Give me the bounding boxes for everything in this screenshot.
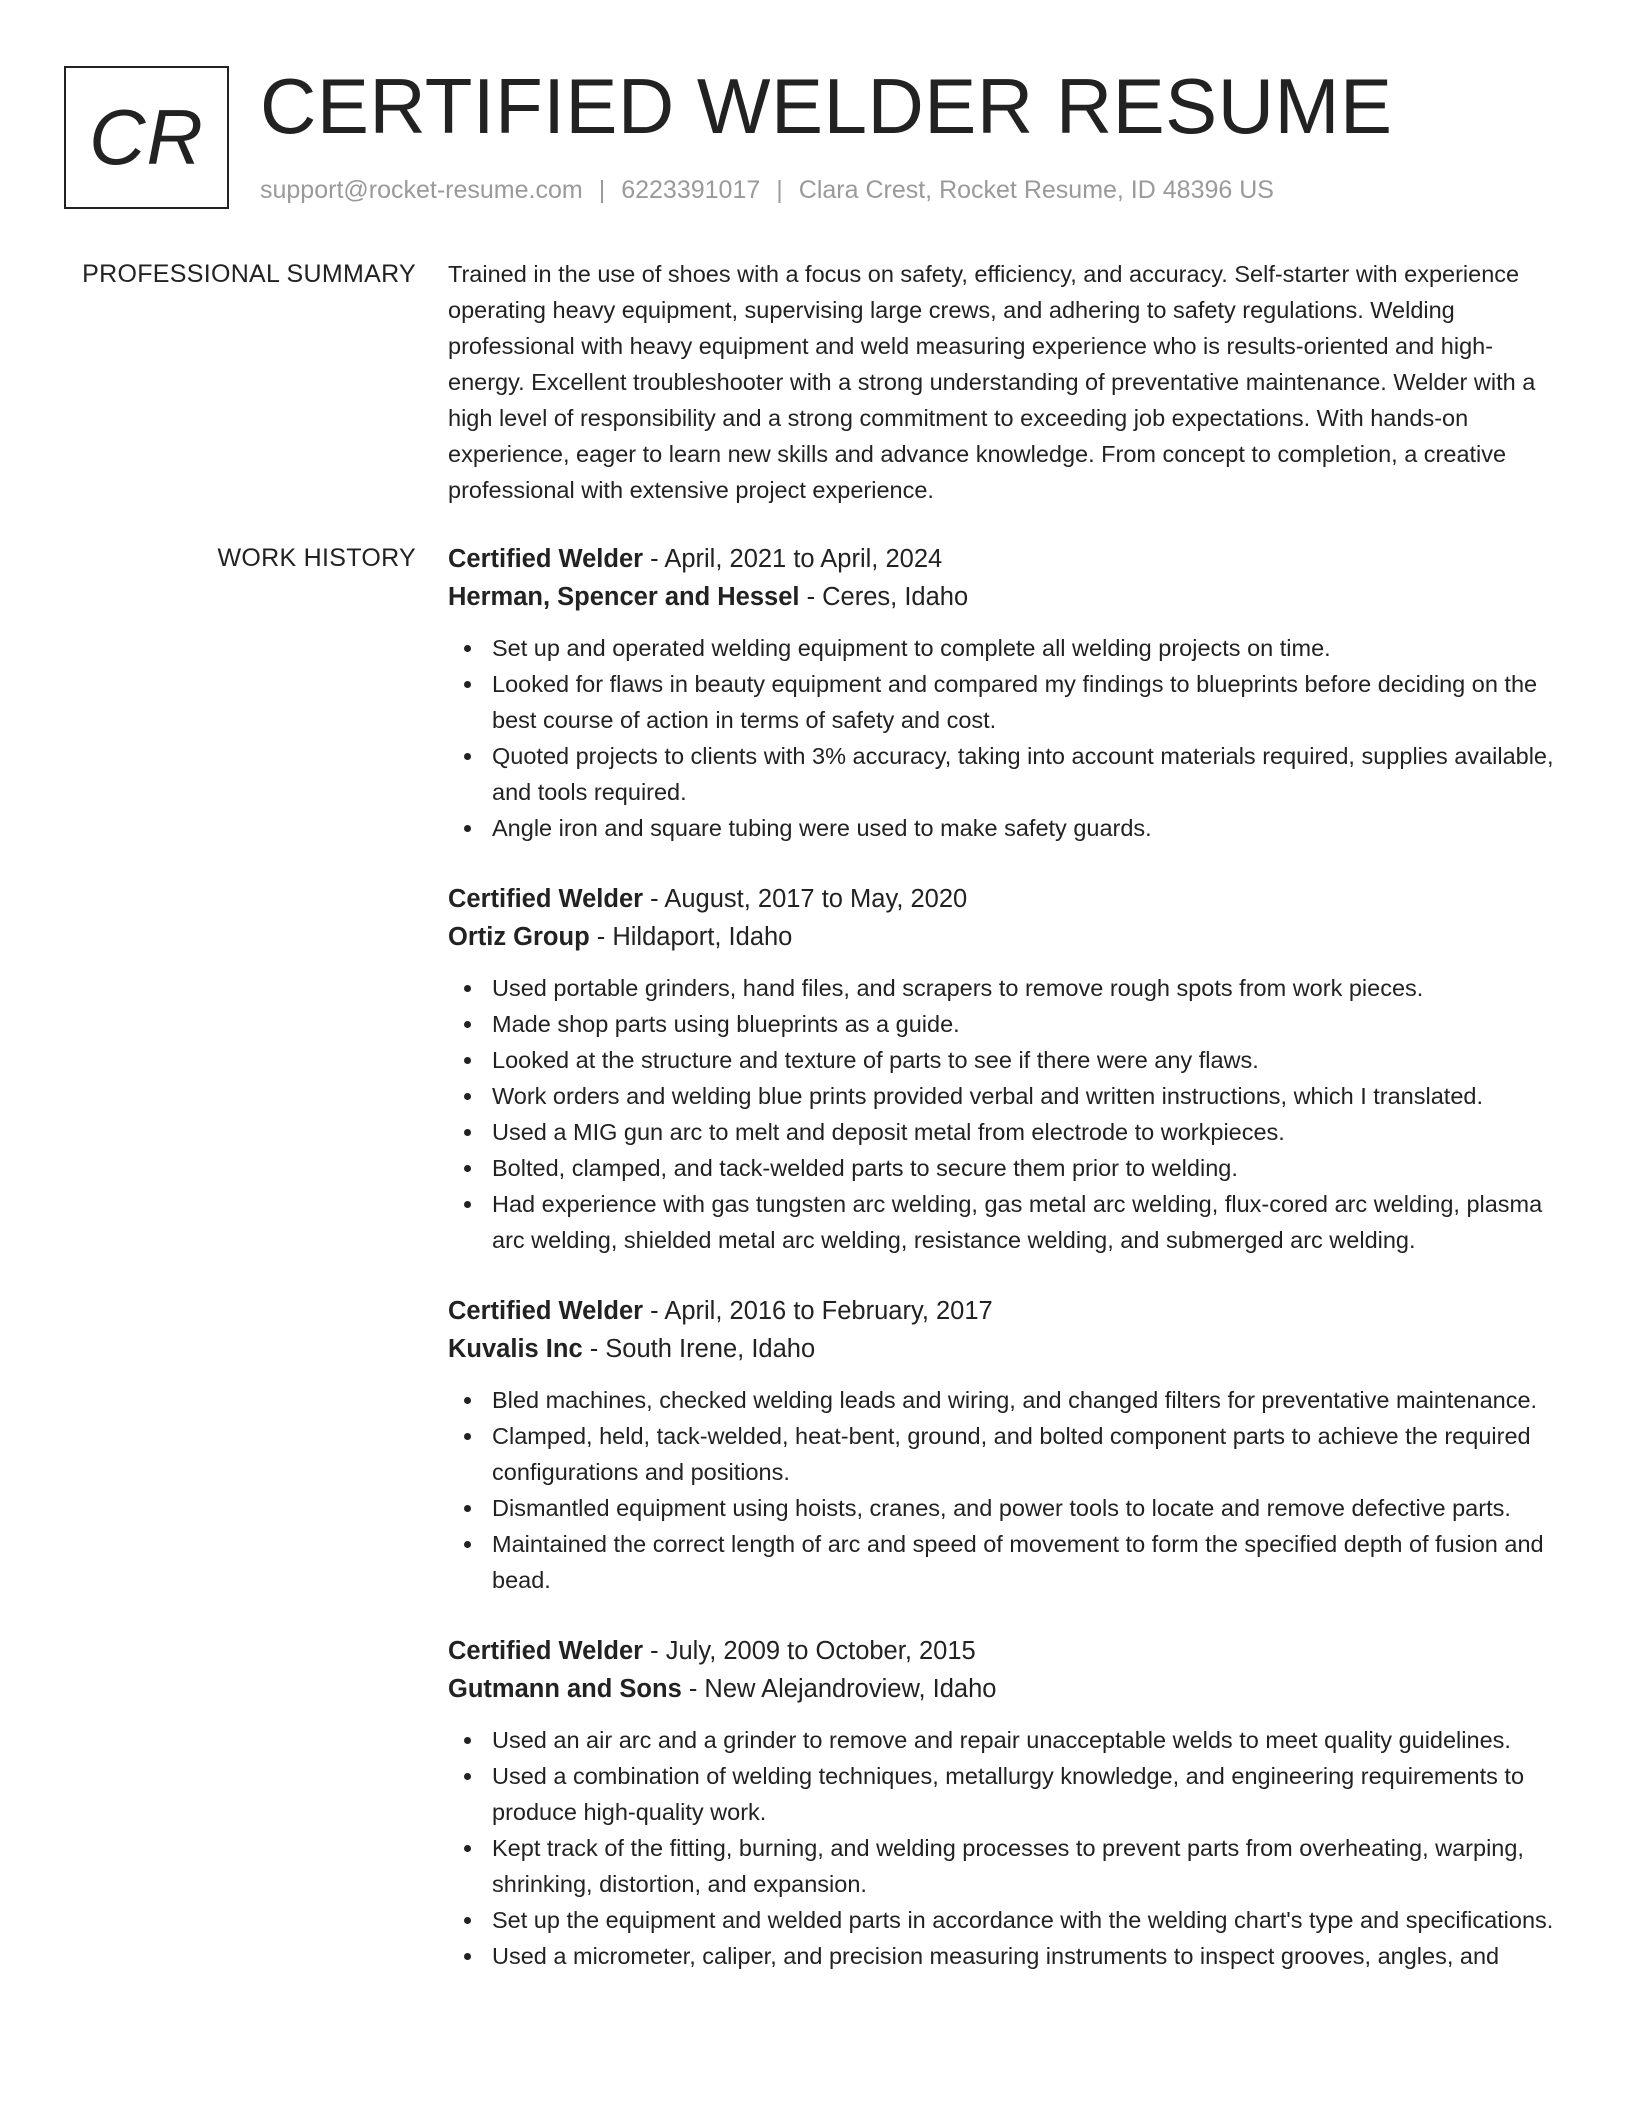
resume-header [64,62,1564,211]
job-location: - Hildaport, Idaho [589,923,793,951]
job-location: - Ceres, Idaho [799,583,969,611]
resume-title: CERTIFIED WELDER RESUME [260,62,1393,150]
job-dates: - April, 2016 to February, 2017 [643,1297,993,1325]
job-list [448,540,1568,2008]
job-bullet: Bled machines, checked welding leads and wiring, and changed filters for preventative maintenance. [448,1382,1568,1418]
job-company: Gutmann and Sons [448,1675,682,1703]
job-company-line [448,918,1568,956]
job-dates: - July, 2009 to October, 2015 [643,1637,976,1665]
job-bullet: Kept track of the fitting, burning, and welding processes to prevent parts from overheating, warping, shrinking, distortion, and expansion. [448,1830,1568,1902]
job-title-line [448,1292,1568,1330]
job-company: Kuvalis Inc [448,1335,583,1363]
job-entry [448,1292,1568,1598]
job-bullet: Work orders and welding blue prints provided verbal and written instructions, which I translated. [448,1078,1568,1114]
job-company: Herman, Spencer and Hessel [448,583,800,611]
monogram-badge: CR [64,66,229,209]
job-bullet: Set up and operated welding equipment to complete all welding projects on time. [448,630,1568,666]
job-bullet: Dismantled equipment using hoists, cranes, and power tools to locate and remove defective parts. [448,1490,1568,1526]
job-title-line [448,1632,1568,1670]
job-bullet: Used an air arc and a grinder to remove and repair unacceptable welds to meet quality guidelines. [448,1722,1568,1758]
job-bullet: Clamped, held, tack-welded, heat-bent, ground, and bolted component parts to achieve the required configurations and positions. [448,1418,1568,1490]
job-bullet: Had experience with gas tungsten arc welding, gas metal arc welding, flux-cored arc welding, plasma arc welding, shielded metal arc welding, resistance welding, and submerged arc welding. [448,1186,1568,1258]
summary-label: PROFESSIONAL SUMMARY [82,260,416,288]
job-company-line [448,578,1568,616]
contact-line [260,176,1274,205]
contact-address: Clara Crest, Rocket Resume, ID 48396 US [798,176,1274,204]
job-title: Certified Welder [448,1297,644,1325]
job-company: Ortiz Group [448,923,590,951]
contact-phone[interactable]: 6223391017 [621,176,761,204]
job-title-line [448,880,1568,918]
job-bullet: Used portable grinders, hand files, and scrapers to remove rough spots from work pieces. [448,970,1568,1006]
job-title-line [448,540,1568,578]
work-history-label: WORK HISTORY [217,544,416,572]
job-title: Certified Welder [448,545,644,573]
job-bullet: Maintained the correct length of arc and speed of movement to form the specified depth of fusion and bead. [448,1526,1568,1598]
job-bullet: Set up the equipment and welded parts in accordance with the welding chart's type and specifications. [448,1902,1568,1938]
contact-email[interactable]: support@rocket-resume.com [260,176,583,204]
job-dates: - August, 2017 to May, 2020 [643,885,968,913]
job-bullets [448,970,1568,1258]
job-bullets [448,1382,1568,1598]
job-bullet: Quoted projects to clients with 3% accuracy, taking into account materials required, supplies available, and tools required. [448,738,1568,810]
job-bullet: Angle iron and square tubing were used to make safety guards. [448,810,1568,846]
job-location: - New Alejandroview, Idaho [681,1675,997,1703]
job-bullets [448,1722,1568,1974]
job-company-line [448,1330,1568,1368]
job-bullet: Bolted, clamped, and tack-welded parts to secure them prior to welding. [448,1150,1568,1186]
job-location: - South Irene, Idaho [582,1335,816,1363]
job-bullet: Made shop parts using blueprints as a guide. [448,1006,1568,1042]
job-bullets [448,630,1568,846]
job-bullet: Looked at the structure and texture of parts to see if there were any flaws. [448,1042,1568,1078]
job-bullet: Looked for flaws in beauty equipment and compared my findings to blueprints before deciding on the best course of action in terms of safety and cost. [448,666,1568,738]
contact-separator: | [598,176,606,204]
summary-text: Trained in the use of shoes with a focus on safety, efficiency, and accuracy. Self-starter with experience operating heavy equipment, supervising large crews, and adhering to safety regulations. Welding professional with heavy equipment and weld measuring experience who is results-oriented and high-energy. Excellent troubleshooter with a strong understanding of preventative maintenance. Welder with a high level of responsibility and a strong commitment to exceeding job expectations. With hands-on experience, eager to learn new skills and advance knowledge. From concept to completion, a creative professional with extensive project experience. [448,261,1536,503]
job-entry [448,540,1568,846]
job-entry [448,1632,1568,1974]
job-bullet: Used a micrometer, caliper, and precision measuring instruments to inspect grooves, angles, and [448,1938,1568,1974]
job-entry [448,880,1568,1258]
job-bullet: Used a MIG gun arc to melt and deposit metal from electrode to workpieces. [448,1114,1568,1150]
contact-separator: | [776,176,783,204]
job-dates: - April, 2021 to April, 2024 [643,545,943,573]
job-title: Certified Welder [448,1637,644,1665]
job-bullet: Used a combination of welding techniques, metallurgy knowledge, and engineering requirements to produce high-quality work. [448,1758,1568,1830]
job-company-line [448,1670,1568,1708]
job-title: Certified Welder [448,885,644,913]
